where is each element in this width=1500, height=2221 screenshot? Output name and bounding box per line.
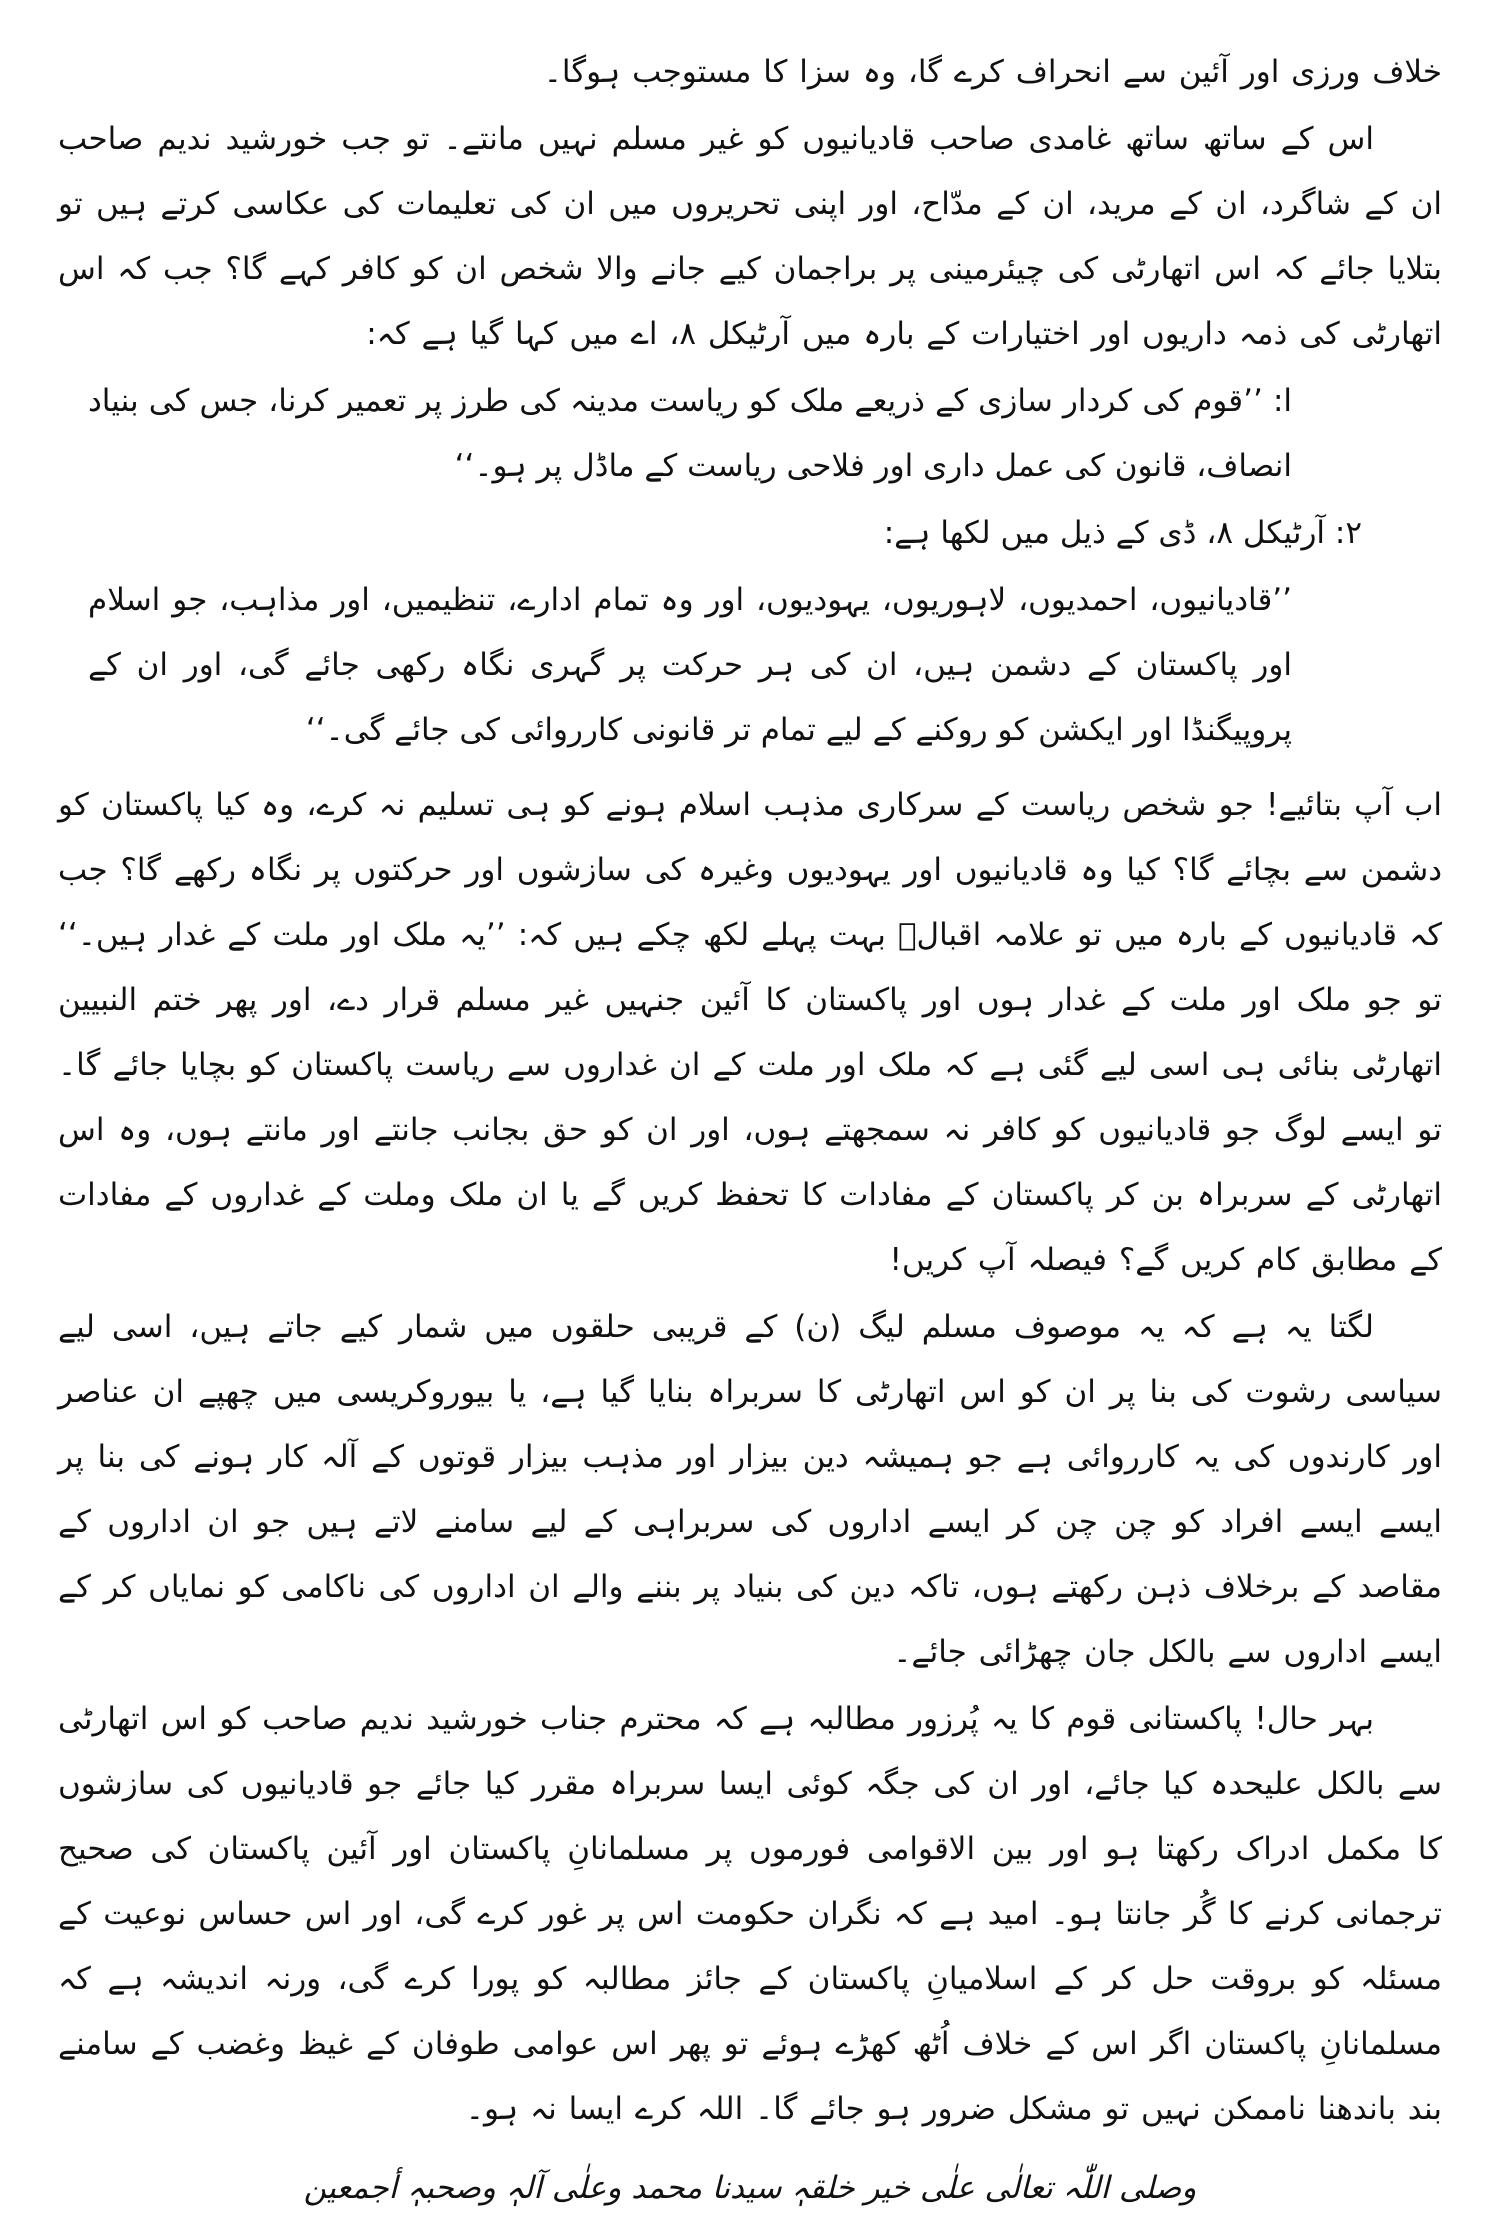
item-article-8d-heading: ۲: آرٹیکل ۸، ڈی کے ذیل میں لکھا ہے: — [883, 515, 1362, 551]
quote-article-8a: ا: ’’قوم کی کردار سازی کے ذریعے ملک کو ریاست مدینہ کی طرز پر تعمیر کرنا، جس کی بنیاد انصاف، قانون کی عمل داری اور فلاحی ریاست کے ماڈل پر ہو۔‘‘ — [88, 383, 1292, 484]
paragraph-question-to-reader: اب آپ بتائیے! جو شخص ریاست کے سرکاری مذہب اسلام ہونے کو ہی تسلیم نہ کرے، وہ کیا پاکستان کو دشمن سے بچائے گا؟ کیا وہ قادیانیوں اور یہودیوں وغیرہ کی سازشوں اور حرکتوں پر نگاہ رکھے گا؟ جب کہ قادیانیوں کے بارہ میں تو علامہ اقبالؒ بہت پہلے لکھ چکے ہیں کہ: ’’یہ ملک اور ملت کے غدار ہیں۔‘‘ تو جو ملک اور ملت کے غدار ہوں اور پاکستان کا آئین جنہیں غیر مسلم قرار دے، اور پھر ختم النبیین اتھارٹی بنائی ہی اسی لیے گئی ہے کہ ملک اور ملت کے ان غداروں سے ریاست پاکستان کو بچایا جائے گا۔ تو ایسے لوگ جو قادیانیوں کو کافر نہ سمجھتے ہوں، اور ان کو حق بجانب جانتے اور مانتے ہوں، وہ اس اتھارٹی کے سربراہ بن کر پاکستان کے مفادات کا تحفظ کریں گے یا ان ملک وملت کے غداروں کے مفادات کے مطابق کام کریں گے؟ فیصلہ آپ کریں! — [58, 787, 1442, 1278]
paragraph-demand: بہر حال! پاکستانی قوم کا یہ پُرزور مطالبہ ہے کہ محترم جناب خورشید ندیم صاحب کو اس اتھارٹی سے بالکل علیحدہ کیا جائے، اور ان کی جگہ کوئی ایسا سربراہ مقرر کیا جائے جو قادیانیوں کی سازشوں کا مکمل ادراک رکھتا ہو اور بین الاقوامی فورموں پر مسلمانانِ پاکستان اور آئین پاکستان کی صحیح ترجمانی کرنے کا گُر جانتا ہو۔ امید ہے کہ نگران حکومت اس پر غور کرے گی، اور اس حساس نوعیت کے مسئلہ کو بروقت حل کر کے اسلامیانِ پاکستان کے جائز مطالبہ کو پورا کرے گی، ورنہ اندیشہ ہے کہ مسلمانانِ پاکستان اگر اس کے خلاف اُٹھ کھڑے ہوئے تو پھر اس عوامی طوفان کے غیظ وغضب کے سامنے بند باندھنا ناممکن نہیں تو مشکل ضرور ہو جائے گا۔ اللہ کرے ایسا نہ ہو۔ — [58, 1701, 1442, 2127]
paragraph-ghamidi-article: اس کے ساتھ ساتھ غامدی صاحب قادیانیوں کو غیر مسلم نہیں مانتے۔ تو جب خورشید ندیم صاحب ان کے شاگرد، ان کے مرید، ان کے مدّاح، اور اپنی تحریروں میں ان کی تعلیمات کی عکاسی کرتے ہیں تو بتلایا جائے کہ اس اتھارٹی کی چیئرمینی پر براجمان کیے جانے والا شخص ان کو کافر کہے گا؟ جب کہ اس اتھارٹی کی ذمہ داریوں اور اختیارات کے بارہ میں آرٹیکل ۸، اے میں کہا گیا ہے کہ: — [58, 121, 1442, 352]
closing-salutation: وصلی اللّٰہ تعالٰی علٰی خیر خلقہٖ سیدنا محمد وعلٰی آلہٖ وصحبہٖ أجمعین — [303, 2170, 1197, 2206]
quote-article-8d: ’’قادیانیوں، احمدیوں، لاہوریوں، یہودیوں، اور وہ تمام ادارے، تنظیمیں، اور مذاہب، جو اسلام اور پاکستان کے دشمن ہیں، ان کی ہر حرکت پر گہری نگاہ رکھی جائے گی، اور ان کے پروپیگنڈا اور ایکشن کو روکنے کے لیے تمام تر قانونی کارروائی کی جائے گی۔‘‘ — [88, 582, 1292, 748]
paragraph-opening-line: خلاف ورزی اور آئین سے انحراف کرے گا، وہ سزا کا مستوجب ہوگا۔ — [543, 54, 1442, 90]
paragraph-political-appointment: لگتا یہ ہے کہ یہ موصوف مسلم لیگ (ن) کے قریبی حلقوں میں شمار کیے جاتے ہیں، اسی لیے سیاسی رشوت کی بنا پر ان کو اس اتھارٹی کا سربراہ بنایا گیا ہے، یا بیوروکریسی میں چھپے ان عناصر اور کارندوں کی یہ کارروائی ہے جو ہمیشہ دین بیزار اور مذہب بیزار قوتوں کے آلہ کار ہونے کی بنا پر ایسے ایسے افراد کو چن چن کر ایسے اداروں کی سربراہی کے لیے سامنے لاتے ہیں جو ان اداروں کے مقاصد کے برخلاف ذہن رکھتے ہوں، تاکہ دین کی بنیاد پر بننے والے ان اداروں کی ناکامی کو نمایاں کر کے ایسے اداروں سے بالکل جان چھڑائی جائے۔ — [58, 1309, 1442, 1670]
